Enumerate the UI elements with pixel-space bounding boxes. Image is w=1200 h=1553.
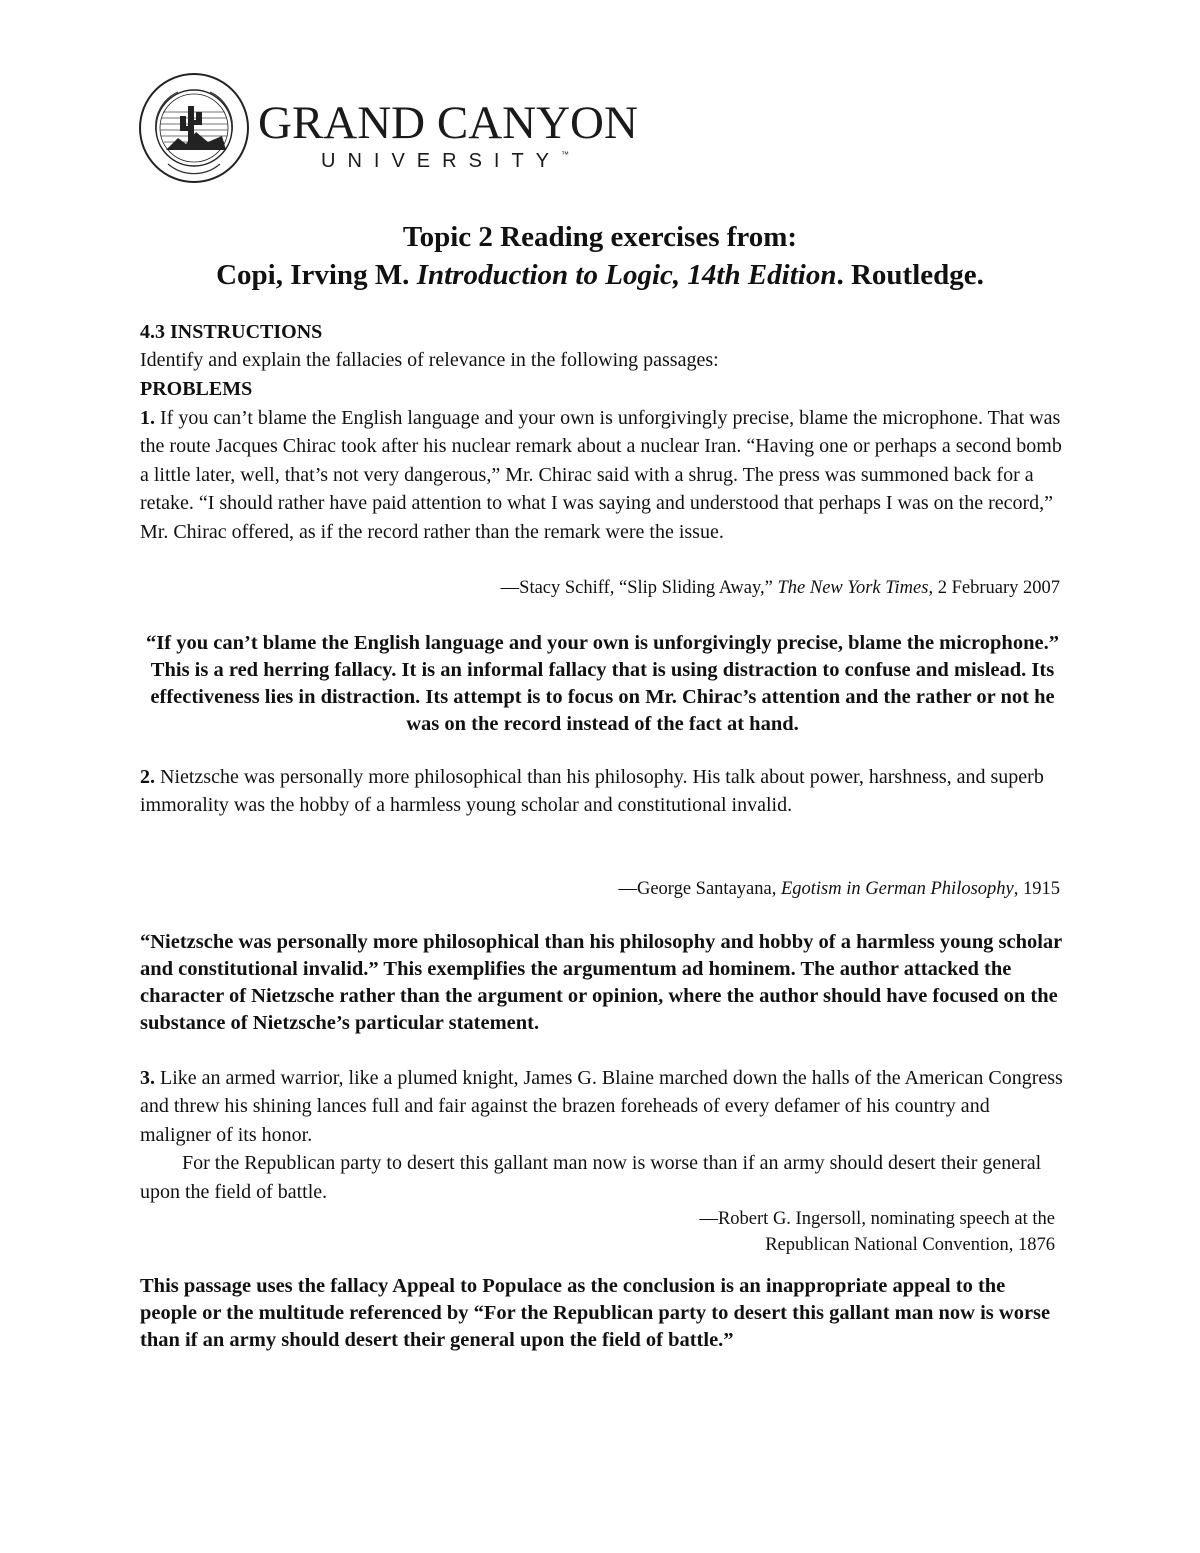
university-logo [138, 72, 638, 182]
instructions-heading: 4.3 INSTRUCTIONS [140, 321, 323, 343]
problem-2-answer: “Nietzsche was personally more philosophical than his philosophy and hobby of a harmless young scholar and constitutional invalid.” This exemplifies the argumentum ad hominem. The author attacked the character of Nietzsche rather than the argument or opinion, where the author should have focused on the substance of Nietzsche’s particular statement. [140, 931, 1062, 1034]
citation-title: Copi, Irving M. Introduction to Logic, 14th Edition. Routledge. [216, 259, 984, 291]
problem-3-source: —Robert G. Ingersoll, nominating speech at the Republican National Convention, 1876 [699, 1209, 1055, 1255]
instructions-text: Identify and explain the fallacies of relevance in the following passages: [140, 349, 719, 372]
problem-3-answer: This passage uses the fallacy Appeal to Populace as the conclusion is an inappropriate appeal to the people or the multitude referenced by “For the Republican party to desert this gallant man now is worse than if an army should desert their general upon the field of battle.” [140, 1275, 1051, 1351]
instructions-section [140, 318, 1065, 403]
problem-1-passage: 1. If you can’t blame the English language and your own is unforgivingly precise, blame the microphone. That was the route Jacques Chirac took after his nuclear remark about a nuclear Iran. “Having one or perhaps a second bomb a little later, well, that’s not very dangerous,” Mr. Chirac said with a shrug. The press was summoned back for a retake. “I should rather have paid attention to what I was saying and understood that perhaps I was on the record,” Mr. Chirac offered, as if the record rather than the remark were the issue. [140, 407, 1062, 543]
problem-3-passage-second: For the Republican party to desert this gallant man now is worse than if an army should desert their general upon the field of battle. [140, 1152, 1042, 1203]
problem-2-passage: 2. Nietzsche was personally more philosophical than his philosophy. His talk about power, harshness, and superb immorality was the hobby of a harmless young scholar and constitutional invalid. [140, 766, 1044, 817]
page-title: Topic 2 Reading exercises from: [402, 221, 798, 253]
problem-2-source: —George Santayana, Egotism in German Philosophy, 1915 [618, 879, 1060, 899]
university-seal-icon [138, 72, 250, 184]
logo-wordmark-primary: GRAND CANYON [258, 97, 638, 149]
problem-3-passage: 3. Like an armed warrior, like a plumed knight, James G. Blaine marched down the halls of the American Congress and threw his shining lances full and fair against the brazen foreheads of every defamer of his country and maligner of its honor. For the Republican party to desert this gallant man now is worse than if an army should desert their general upon the field of battle. [140, 1064, 1065, 1206]
problem-1-source: —Stacy Schiff, “Slip Sliding Away,” The New York Times, 2 February 2007 [500, 578, 1060, 598]
problems-heading: PROBLEMS [140, 377, 253, 400]
problem-1-answer: “If you can’t blame the English language and your own is unforgivingly precise, blame the microphone.” This is a red herring fallacy. It is an informal fallacy that is using distraction to confuse and mislead. Its effectiveness lies in distraction. Its attempt is to focus on Mr. Chirac’s attention and the rather or not he was on the record instead of the fact at hand. [146, 632, 1059, 735]
logo-wordmark-secondary: UNIVERSITY™ [321, 150, 570, 172]
